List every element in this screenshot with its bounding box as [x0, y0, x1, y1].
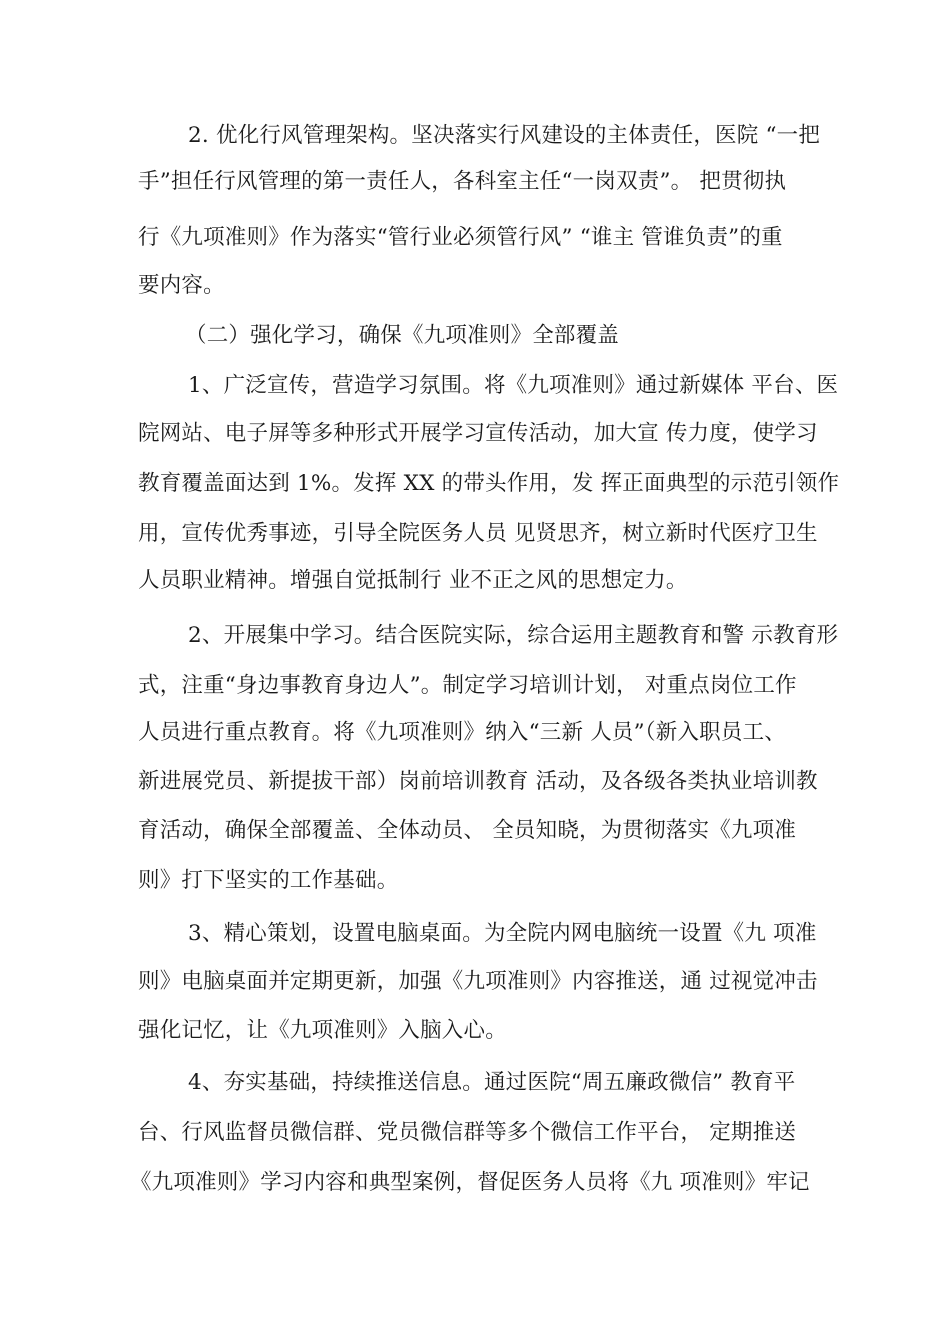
text-line: 台、行风监督员微信群、党员微信群等多个微信工作平台， 定期推送 [138, 1120, 797, 1145]
text-line: 《九项准则》学习内容和典型案例，督促医务人员将《九 项准则》牢记 [130, 1170, 810, 1195]
text-line: 式，注重“身边事教育身边人”。制定学习培训计划， 对重点岗位工作 [138, 673, 797, 698]
text-line: 则》打下坚实的工作基础。 [138, 868, 399, 893]
text-line: 2. 优化行风管理架构。坚决落实行风建设的主体责任，医院 “一把 [188, 123, 821, 148]
text-line: 要内容。 [138, 273, 225, 298]
text-line: 人员进行重点教育。将《九项准则》纳入“三新 人员”（新入职员工、 [138, 720, 786, 745]
text-line: 人员职业精神。增强自觉抵制行 业不正之风的思想定力。 [138, 568, 688, 593]
text-line: 3、精心策划，设置电脑桌面。为全院内网电脑统一设置《九 项准 [188, 921, 817, 946]
text-line: 用，宣传优秀事迹，引导全院医务人员 见贤思齐，树立新时代医疗卫生 [138, 521, 818, 546]
text-line: 教育覆盖面达到 1%。发挥 XX 的带头作用，发 挥正面典型的示范引领作 [138, 471, 840, 496]
text-line: 育活动，确保全部覆盖、全体动员、 全员知晓，为贯彻落实《九项准 [138, 818, 797, 843]
section-heading: （二）强化学习，确保《九项准则》全部覆盖 [185, 323, 620, 348]
text-line: 1、广泛宣传，营造学习氛围。将《九项准则》通过新媒体 平台、医 [188, 373, 839, 398]
text-line: 强化记忆，让《九项准则》入脑入心。 [138, 1018, 507, 1043]
text-line: 新进展党员、新提拔干部）岗前培训教育 活动，及各级各类执业培训教 [138, 769, 818, 794]
text-line: 则》电脑桌面并定期更新，加强《九项准则》内容推送，通 过视觉冲击 [138, 969, 818, 994]
text-line: 行《九项准则》作为落实“管行业必须管行风” “谁主 管谁负责”的重 [138, 225, 783, 250]
text-line: 手”担任行风管理的第一责任人，各科室主任“一岗双责”。 把贯彻执 [138, 169, 787, 194]
text-line: 2、开展集中学习。结合医院实际，综合运用主题教育和警 示教育形 [188, 623, 839, 648]
text-line: 院网站、电子屏等多种形式开展学习宣传活动，加大宣 传力度，使学习 [138, 421, 818, 446]
text-line: 4、夯实基础，持续推送信息。通过医院“周五廉政微信” 教育平 [188, 1070, 796, 1095]
